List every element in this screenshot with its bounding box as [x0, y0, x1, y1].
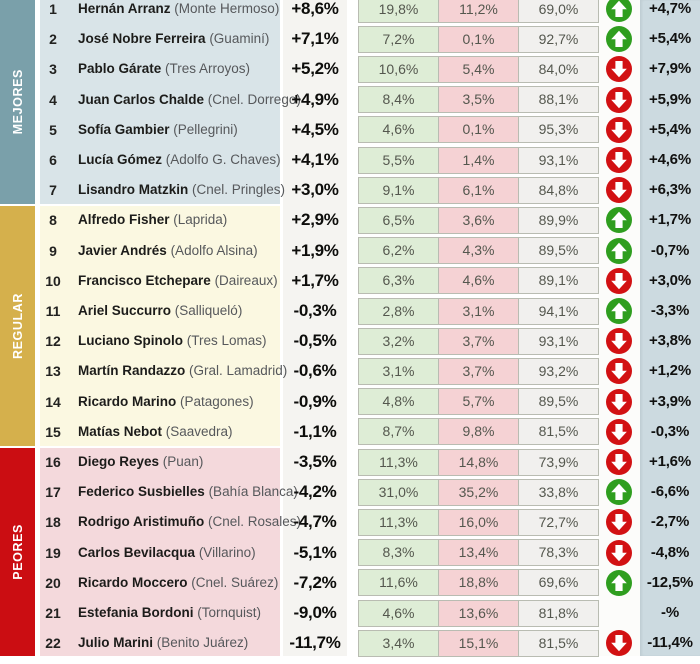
right-change-value: +3,8% — [649, 332, 691, 350]
mayor-name: Julio Marini — [78, 635, 154, 651]
main-change-value: +4,1% — [291, 150, 339, 169]
rank-label: 17 — [45, 484, 61, 501]
mayor-name-cell — [78, 296, 282, 326]
district-label: (Daireaux) — [210, 272, 278, 288]
negative-pct-cell: 35,2% — [438, 479, 519, 506]
mayor-name-cell — [78, 115, 282, 145]
positive-pct-cell: 3,1% — [358, 358, 439, 385]
mayor-name-cell — [78, 266, 282, 296]
mayor-name: Sofía Gambier — [78, 121, 170, 137]
mayor-name-cell — [78, 205, 282, 235]
rank-label: 15 — [45, 423, 61, 440]
district-label: (Tornquist) — [193, 605, 262, 620]
right-change-value: +4,7% — [649, 0, 691, 17]
table-row — [0, 205, 700, 235]
table-row — [0, 538, 700, 568]
trend-cell — [598, 538, 640, 568]
rank-label: 4 — [49, 91, 57, 108]
neutral-pct-cell: 81,5% — [518, 418, 599, 445]
positive-pct-cell: 11,6% — [358, 569, 439, 596]
right-change-value: +5,4% — [649, 30, 691, 48]
right-change-value: -2,7% — [650, 513, 690, 531]
rank-label: 7 — [49, 182, 57, 199]
right-change-value: +1,7% — [649, 211, 691, 229]
negative-pct-cell: 3,7% — [438, 328, 519, 355]
positive-pct-cell: 6,3% — [358, 267, 439, 294]
trend-down-icon — [606, 509, 632, 535]
positive-pct-cell: 8,7% — [358, 418, 439, 445]
table-row — [0, 0, 700, 24]
trend-down-icon — [606, 177, 632, 203]
district-label: (Saavedra) — [162, 423, 233, 439]
negative-pct-cell: 18,8% — [438, 569, 519, 596]
trend-down-icon — [606, 389, 632, 415]
rank-label: 14 — [45, 393, 61, 410]
mayor-name: Martín Randazzo — [78, 363, 186, 379]
mayor-name: Federico Susbielles — [78, 484, 205, 500]
district-label: (Cnel. Dorrego) — [204, 91, 301, 107]
rank-label: 21 — [45, 605, 61, 621]
mayor-name: Ricardo Moccero — [78, 574, 188, 590]
table-row — [0, 266, 700, 296]
main-change-value: +1,7% — [291, 270, 339, 290]
negative-pct-cell: 3,5% — [438, 86, 519, 113]
right-change-value: -3,3% — [650, 302, 690, 319]
rank-label: 6 — [49, 152, 57, 168]
table-row — [0, 477, 700, 507]
trend-cell — [598, 326, 640, 356]
rank-label: 16 — [45, 454, 61, 470]
trend-up-icon — [606, 479, 632, 505]
trend-down-icon — [606, 449, 632, 475]
mayor-name: Javier Andrés — [78, 242, 167, 258]
mayor-name: Estefania Bordoni — [78, 605, 194, 620]
district-label: (Cnel. Pringles) — [188, 182, 286, 198]
table-row — [0, 417, 700, 447]
mayor-name-cell — [78, 447, 282, 477]
main-change-value: -5,1% — [293, 542, 337, 562]
table-row — [0, 568, 700, 598]
rank-label: 2 — [49, 31, 57, 48]
mayor-name: Lucía Gómez — [78, 152, 163, 167]
mayor-name: Rodrigo Aristimuño — [78, 514, 205, 530]
negative-pct-cell: 5,4% — [438, 56, 519, 83]
main-change-value: -9,0% — [293, 603, 337, 622]
rank-label: 5 — [49, 121, 57, 138]
positive-pct-cell: 10,6% — [358, 56, 439, 83]
mayor-name-cell — [78, 326, 282, 356]
trend-cell — [598, 387, 640, 417]
rank-label: 8 — [49, 212, 57, 229]
trend-cell — [598, 85, 640, 115]
trend-cell — [598, 477, 640, 507]
positive-pct-cell: 4,6% — [358, 600, 439, 627]
group-label-regular: REGULAR — [10, 292, 25, 359]
table-row — [0, 628, 700, 658]
neutral-pct-cell: 94,1% — [518, 298, 599, 325]
main-change-value: +4,9% — [291, 89, 339, 109]
main-change-value: -4,7% — [293, 512, 337, 532]
rank-label: 10 — [45, 272, 61, 289]
main-change-value: +1,9% — [291, 240, 339, 260]
main-change-value: +3,0% — [291, 180, 339, 200]
main-change-value: -11,7% — [289, 633, 341, 653]
mayor-name: Lisandro Matzkin — [78, 182, 189, 198]
district-label: (Adolfo Alsina) — [166, 242, 258, 258]
neutral-pct-cell: 92,7% — [518, 26, 599, 53]
mayor-name: Hernán Arranz — [78, 1, 171, 16]
negative-pct-cell: 13,4% — [438, 539, 519, 566]
negative-pct-cell: 15,1% — [438, 630, 519, 657]
district-label: (Laprida) — [169, 212, 228, 228]
table-row — [0, 175, 700, 205]
neutral-pct-cell: 93,1% — [518, 147, 599, 174]
table-row — [0, 507, 700, 537]
mayor-name-cell — [78, 54, 282, 84]
neutral-pct-cell: 81,5% — [518, 630, 599, 657]
neutral-pct-cell: 89,9% — [518, 207, 599, 234]
main-change-value: -0,6% — [293, 361, 337, 381]
mayor-name-cell — [78, 598, 282, 628]
district-label: (Bahía Blanca) — [204, 484, 298, 500]
trend-cell — [598, 0, 640, 24]
table-row — [0, 447, 700, 477]
positive-pct-cell: 19,8% — [358, 0, 439, 23]
positive-pct-cell: 8,3% — [358, 539, 439, 566]
trend-up-icon — [606, 570, 632, 596]
trend-down-icon — [606, 87, 632, 113]
negative-pct-cell: 13,6% — [438, 600, 519, 627]
district-label: (Gral. Lamadrid) — [185, 363, 288, 379]
negative-pct-cell: 4,3% — [438, 237, 519, 264]
mayor-name-cell — [78, 538, 282, 568]
right-change-value: -% — [661, 604, 679, 621]
negative-pct-cell: 9,8% — [438, 418, 519, 445]
table-row — [0, 85, 700, 115]
neutral-pct-cell: 89,5% — [518, 388, 599, 415]
neutral-pct-cell: 78,3% — [518, 539, 599, 566]
mayor-name: Francisco Etchepare — [78, 272, 211, 288]
trend-cell — [598, 598, 640, 628]
rank-label: 22 — [45, 635, 61, 652]
trend-cell — [598, 568, 640, 598]
main-change-value: -0,9% — [293, 391, 337, 411]
main-change-value: -3,5% — [293, 452, 337, 471]
table-row — [0, 236, 700, 266]
positive-pct-cell: 9,1% — [358, 177, 439, 204]
right-change-value: +7,9% — [649, 60, 691, 78]
trend-cell — [598, 115, 640, 145]
neutral-pct-cell: 84,8% — [518, 177, 599, 204]
main-change-value: +5,2% — [291, 59, 339, 79]
neutral-pct-cell: 69,0% — [518, 0, 599, 23]
right-change-value: +1,2% — [649, 362, 691, 380]
district-label: (Patagones) — [176, 393, 254, 409]
mayor-name-cell — [78, 628, 282, 658]
trend-down-icon — [606, 56, 632, 82]
neutral-pct-cell: 81,8% — [518, 600, 599, 627]
trend-up-icon — [606, 0, 632, 22]
mayor-name-cell — [78, 85, 301, 115]
trend-cell — [598, 145, 640, 175]
trend-cell — [598, 296, 640, 326]
rank-label: 12 — [45, 333, 61, 350]
district-label: (Cnel. Suárez) — [187, 574, 279, 590]
trend-cell — [598, 205, 640, 235]
table-row — [0, 387, 700, 417]
main-change-value: -1,1% — [293, 421, 337, 441]
right-change-value: -4,8% — [650, 543, 690, 561]
right-change-value: +5,4% — [649, 120, 691, 138]
district-label: (Monte Hermoso) — [170, 1, 280, 16]
district-label: (Villarino) — [195, 544, 256, 560]
rank-label: 11 — [45, 303, 61, 319]
trend-cell — [598, 24, 640, 54]
rank-label: 3 — [49, 61, 57, 78]
trend-up-icon — [606, 207, 632, 233]
table-row — [0, 54, 700, 84]
district-label: (Tres Arroyos) — [161, 61, 251, 77]
trend-cell — [598, 54, 640, 84]
neutral-pct-cell: 72,7% — [518, 509, 599, 536]
negative-pct-cell: 3,1% — [438, 298, 519, 325]
right-change-value: -0,7% — [650, 241, 690, 259]
main-change-value: +8,6% — [291, 0, 339, 18]
trend-cell — [598, 417, 640, 447]
mayor-name-cell — [78, 236, 282, 266]
mayor-name: Ariel Succurro — [78, 303, 172, 318]
mayor-name: Diego Reyes — [78, 454, 160, 469]
positive-pct-cell: 8,4% — [358, 86, 439, 113]
positive-pct-cell: 3,4% — [358, 630, 439, 657]
trend-down-icon — [606, 268, 632, 294]
positive-pct-cell: 6,5% — [358, 207, 439, 234]
table-row — [0, 296, 700, 326]
mayor-name-cell — [78, 356, 288, 386]
trend-up-icon — [606, 238, 632, 264]
right-change-value: -0,3% — [650, 422, 690, 440]
trend-down-icon — [606, 328, 632, 354]
right-change-value: +3,0% — [649, 271, 691, 289]
rank-label: 9 — [49, 242, 57, 259]
rank-label: 19 — [45, 544, 61, 561]
right-change-value: +5,9% — [649, 90, 691, 108]
mayor-name-cell — [78, 477, 298, 507]
trend-cell — [598, 266, 640, 296]
negative-pct-cell: 16,0% — [438, 509, 519, 536]
district-label: (Cnel. Rosales) — [204, 514, 302, 530]
mayor-name-cell — [78, 24, 282, 54]
mayor-name-cell — [78, 417, 282, 447]
neutral-pct-cell: 93,1% — [518, 328, 599, 355]
trend-up-icon — [606, 298, 632, 324]
rank-label: 20 — [45, 574, 61, 591]
trend-down-icon — [606, 630, 632, 656]
table-row — [0, 326, 700, 356]
right-change-value: -11,4% — [647, 634, 693, 652]
mayor-name: Alfredo Fisher — [78, 212, 170, 228]
trend-down-icon — [606, 147, 632, 173]
main-change-value: +2,9% — [291, 210, 339, 230]
right-change-value: +1,6% — [649, 453, 691, 470]
positive-pct-cell: 4,6% — [358, 116, 439, 143]
trend-down-icon — [606, 358, 632, 384]
neutral-pct-cell: 33,8% — [518, 479, 599, 506]
main-change-value: +4,5% — [291, 119, 339, 139]
neutral-pct-cell: 89,1% — [518, 267, 599, 294]
positive-pct-cell: 6,2% — [358, 237, 439, 264]
negative-pct-cell: 0,1% — [438, 26, 519, 53]
negative-pct-cell: 6,1% — [438, 177, 519, 204]
trend-down-icon — [606, 117, 632, 143]
mayor-name: Matías Nebot — [78, 423, 163, 439]
positive-pct-cell: 7,2% — [358, 26, 439, 53]
negative-pct-cell: 3,7% — [438, 358, 519, 385]
group-label-mejores: MEJORES — [10, 69, 25, 135]
mayor-name: José Nobre Ferreira — [78, 31, 206, 47]
negative-pct-cell: 1,4% — [438, 147, 519, 174]
table-row — [0, 24, 700, 54]
negative-pct-cell: 5,7% — [438, 388, 519, 415]
neutral-pct-cell: 89,5% — [518, 237, 599, 264]
trend-cell — [598, 356, 640, 386]
positive-pct-cell: 5,5% — [358, 147, 439, 174]
negative-pct-cell: 4,6% — [438, 267, 519, 294]
mayor-name: Ricardo Marino — [78, 393, 177, 409]
mayor-name-cell — [78, 0, 282, 24]
right-change-value: -6,6% — [650, 483, 690, 501]
neutral-pct-cell: 73,9% — [518, 449, 599, 476]
mayor-name-cell — [78, 175, 286, 205]
table-row — [0, 115, 700, 145]
neutral-pct-cell: 84,0% — [518, 56, 599, 83]
neutral-pct-cell: 69,6% — [518, 569, 599, 596]
trend-up-icon — [606, 26, 632, 52]
main-change-value: +7,1% — [291, 29, 339, 49]
rank-label: 13 — [45, 363, 61, 380]
mayor-name-cell — [78, 507, 302, 537]
neutral-pct-cell: 95,3% — [518, 116, 599, 143]
main-change-value: -4,2% — [293, 482, 337, 502]
mayor-name: Carlos Bevilacqua — [78, 544, 196, 560]
district-label: (Benito Juárez) — [153, 635, 249, 651]
trend-down-icon — [606, 419, 632, 445]
negative-pct-cell: 11,2% — [438, 0, 519, 23]
trend-cell — [598, 628, 640, 658]
district-label: (Salliqueló) — [171, 303, 243, 318]
negative-pct-cell: 3,6% — [438, 207, 519, 234]
main-change-value: -7,2% — [293, 572, 337, 592]
district-label: (Puan) — [159, 454, 204, 469]
mayor-name: Juan Carlos Chalde — [78, 91, 205, 107]
district-label: (Adolfo G. Chaves) — [162, 152, 281, 167]
neutral-pct-cell: 93,2% — [518, 358, 599, 385]
right-change-value: +4,6% — [649, 151, 691, 168]
rank-label: 18 — [45, 514, 61, 531]
district-label: (Guaminí) — [205, 31, 270, 47]
trend-cell — [598, 175, 640, 205]
right-change-value: -12,5% — [646, 573, 694, 591]
positive-pct-cell: 31,0% — [358, 479, 439, 506]
trend-cell — [598, 447, 640, 477]
trend-cell — [598, 236, 640, 266]
table-row — [0, 145, 700, 175]
rank-label: 1 — [49, 1, 57, 17]
mayor-name-cell — [78, 387, 282, 417]
positive-pct-cell: 3,2% — [358, 328, 439, 355]
positive-pct-cell: 11,3% — [358, 509, 439, 536]
right-change-value: +6,3% — [649, 181, 691, 199]
right-change-value: +3,9% — [649, 392, 691, 410]
positive-pct-cell: 4,8% — [358, 388, 439, 415]
main-change-value: -0,5% — [293, 331, 337, 351]
positive-pct-cell: 11,3% — [358, 449, 439, 476]
table-row — [0, 356, 700, 386]
mayor-name: Luciano Spinolo — [78, 333, 183, 349]
table-row — [0, 598, 700, 628]
trend-cell — [598, 507, 640, 537]
mayor-name: Pablo Gárate — [78, 61, 162, 77]
group-label-peores: PEORES — [10, 524, 25, 580]
trend-down-icon — [606, 540, 632, 566]
negative-pct-cell: 14,8% — [438, 449, 519, 476]
district-label: (Pellegrini) — [169, 121, 238, 137]
positive-pct-cell: 2,8% — [358, 298, 439, 325]
neutral-pct-cell: 88,1% — [518, 86, 599, 113]
negative-pct-cell: 0,1% — [438, 116, 519, 143]
mayor-name-cell — [78, 568, 282, 598]
district-label: (Tres Lomas) — [183, 333, 267, 349]
main-change-value: -0,3% — [293, 301, 337, 320]
mayor-name-cell — [78, 145, 282, 175]
